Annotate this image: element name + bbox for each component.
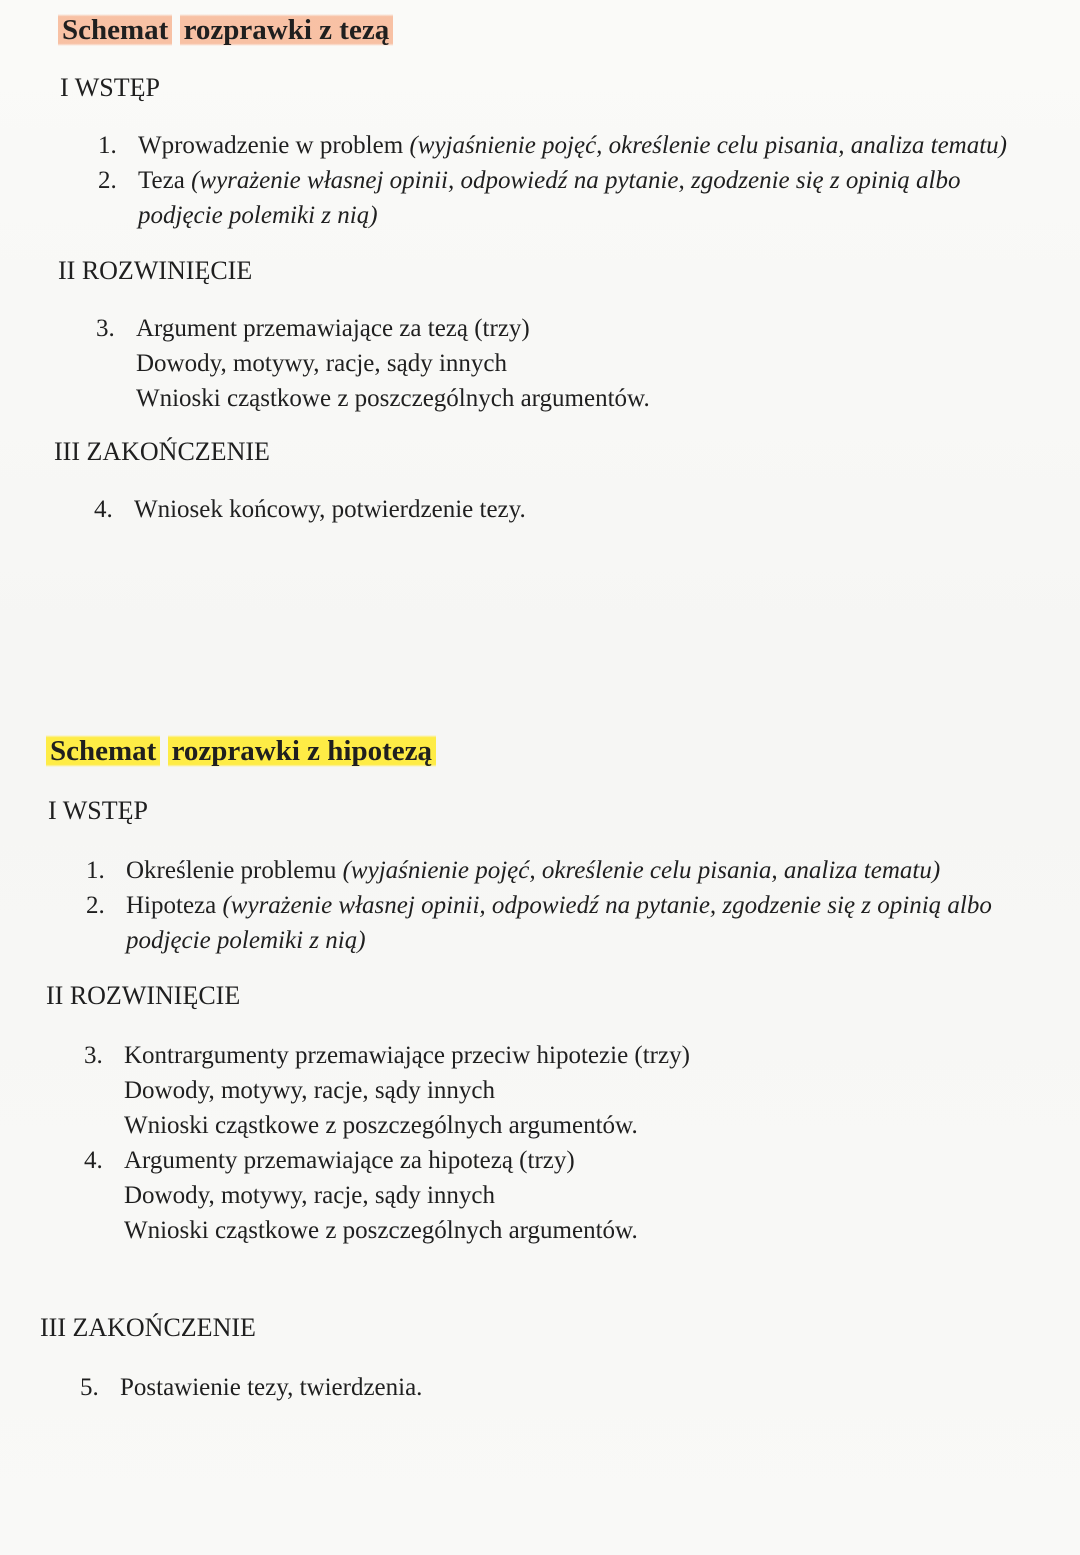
hipoteza-item-3-number: 3.	[84, 1042, 103, 1069]
teza-section-wstep: I WSTĘP	[60, 73, 160, 102]
hipoteza-section-zakonczenie: III ZAKOŃCZENIE	[40, 1313, 256, 1342]
teza-item-1-text: Wprowadzenie w problem	[138, 132, 410, 159]
teza-section-rozwiniecie: II ROZWINIĘCIE	[58, 256, 253, 285]
hipoteza-item-5	[80, 1370, 422, 1405]
hipoteza-items-3-4	[84, 1038, 690, 1248]
hipoteza-item-2-paren-a: (wyrażenie własnej opinii, odpowiedź na pytanie, zgodzenie się z opinią albo	[222, 892, 992, 919]
hipoteza-item-5-text: Postawienie tezy, twierdzenia.	[120, 1374, 423, 1401]
hipoteza-item-2-text: Hipoteza	[126, 892, 223, 919]
teza-item-3-line3: Wnioski cząstkowe z poszczególnych argumentów.	[136, 385, 650, 412]
hipoteza-section-wstep: I WSTĘP	[48, 796, 148, 825]
teza-item-4	[94, 492, 526, 527]
hipoteza-item-3-line1: Kontrargumenty przemawiające przeciw hipotezie (trzy)	[124, 1042, 690, 1069]
teza-item-2-number: 2.	[98, 167, 117, 194]
teza-item-2-paren-a: (wyrażenie własnej opinii, odpowiedź na pytanie, zgodzenie się z opinią albo	[191, 167, 961, 194]
title-hipoteza-word2: rozprawki z hipotezą	[168, 735, 436, 767]
teza-item-2-paren-b: podjęcie polemiki z nią)	[138, 202, 378, 229]
hipoteza-item-1	[86, 853, 992, 958]
hipoteza-item-1-paren: (wyjaśnienie pojęć, określenie celu pisania, analiza tematu)	[342, 857, 941, 884]
teza-item-2-text: Teza	[138, 167, 192, 194]
hipoteza-item-3-line3: Wnioski cząstkowe z poszczególnych argumentów.	[124, 1112, 638, 1139]
title-teza	[58, 12, 393, 48]
hipoteza-item-3-line2: Dowody, motywy, racje, sądy innych	[124, 1077, 495, 1104]
teza-item-3-line2: Dowody, motywy, racje, sądy innych	[136, 350, 507, 377]
teza-item-4-text: Wniosek końcowy, potwierdzenie tezy.	[134, 496, 526, 523]
hipoteza-item-4-number: 4.	[84, 1147, 103, 1174]
title-teza-word1: Schemat	[58, 14, 172, 46]
hipoteza-section-rozwiniecie: II ROZWINIĘCIE	[46, 981, 241, 1010]
teza-item-1	[98, 128, 1007, 233]
title-hipoteza-word1: Schemat	[46, 735, 160, 767]
teza-item-3-line1: Argument przemawiające za tezą (trzy)	[136, 315, 530, 342]
hipoteza-item-1-number: 1.	[86, 857, 105, 884]
hipoteza-item-2-number: 2.	[86, 892, 105, 919]
hipoteza-item-4-line3: Wnioski cząstkowe z poszczególnych argumentów.	[124, 1217, 638, 1244]
hipoteza-item-4-line1: Argumenty przemawiające za hipotezą (trzy)	[124, 1147, 575, 1174]
teza-item-3	[96, 311, 650, 416]
teza-section-zakonczenie: III ZAKOŃCZENIE	[54, 437, 270, 466]
hipoteza-item-2-paren-b: podjęcie polemiki z nią)	[126, 927, 366, 954]
teza-item-4-number: 4.	[94, 496, 113, 523]
title-hipoteza	[46, 733, 436, 769]
teza-item-1-paren: (wyjaśnienie pojęć, określenie celu pisania, analiza tematu)	[409, 132, 1007, 159]
hipoteza-item-4-line2: Dowody, motywy, racje, sądy innych	[124, 1182, 495, 1209]
teza-item-3-number: 3.	[96, 315, 115, 342]
hipoteza-item-1-text: Określenie problemu	[126, 857, 343, 884]
hipoteza-item-5-number: 5.	[80, 1374, 99, 1401]
title-teza-word2: rozprawki z tezą	[180, 14, 394, 46]
teza-item-1-number: 1.	[98, 132, 117, 159]
